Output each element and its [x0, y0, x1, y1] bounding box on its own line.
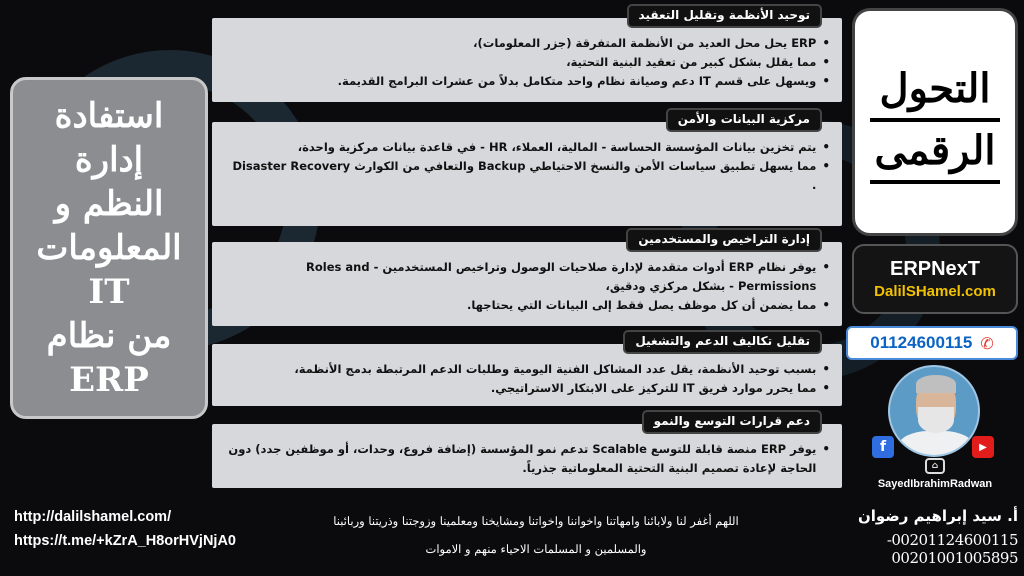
bullet-text: ويسهل على قسم IT دعم وصيانة نظام واحد متكامل بدلاً من عشرات البرامج القديمة. — [337, 74, 817, 88]
title-line: الرقمى — [874, 127, 996, 174]
bullet-text: يوفر نظام ERP أدوات متقدمة لإدارة صلاحيات الوصول وتراخيص المستخدمين - Roles and Permissions - بشكل مركزي ودقيق، — [306, 260, 817, 293]
section-body — [212, 344, 842, 406]
prayer-text — [318, 507, 754, 563]
section-body — [212, 424, 842, 488]
footer-links — [14, 505, 236, 553]
section-unify-systems — [212, 6, 842, 102]
section-header: تقليل تكاليف الدعم والتشغيل — [625, 332, 820, 352]
phone-box[interactable] — [846, 326, 1018, 360]
bullet-text: يتم تخزين بيانات المؤسسة الحساسة - المالية، العملاء، HR - في قاعدة بيانات مركزية واحدة، — [297, 140, 817, 154]
author-phones: 00201124600115- 00201001005895 — [886, 531, 1018, 567]
section-body — [212, 122, 842, 226]
left-title-panel — [10, 77, 208, 419]
bullet-item: • بسبب توحيد الأنظمة، يقل عدد المشاكل الفنية اليومية وطلبات الدعم المرتبطة بدمج الأنظمة، — [228, 360, 830, 379]
prayer-line: والمسلمين و المسلمات الاحياء منهم و الاموات — [425, 542, 647, 556]
bullet-item: • يتم تخزين بيانات المؤسسة الحساسة - المالية، العملاء، HR - في قاعدة بيانات مركزية واحدة، — [228, 138, 830, 157]
bullet-text: يوفر ERP منصة قابلة للتوسع Scalable تدعم نمو المؤسسة (إضافة فروع، وحدات، أو موظفين جدد) دون الحاجة لإعادة تصميم البنية التحتية المعلوماتية جذرياً. — [228, 442, 817, 475]
bullet-item: • مما يحرر موارد فريق IT للتركيز على الابتكار الاستراتيجي. — [228, 379, 830, 398]
title-divider — [870, 180, 1000, 184]
brand-url[interactable]: DalilSHamel.com — [874, 283, 996, 300]
left-title-line: إدارة — [74, 140, 144, 180]
bullet-item: • يوفر ERP منصة قابلة للتوسع Scalable تدعم نمو المؤسسة (إضافة فروع، وحدات، أو موظفين جدد) دون الحاجة لإعادة تصميم البنية التحتية المعلوماتية جذرياً. — [228, 440, 830, 478]
facebook-icon[interactable]: f — [872, 436, 894, 458]
author-block — [788, 507, 1018, 567]
section-header: توحيد الأنظمة وتقليل التعقيد — [629, 6, 820, 26]
section-header: دعم قرارات التوسع والنمو — [644, 412, 820, 432]
bullet-text: بسبب توحيد الأنظمة، يقل عدد المشاكل الفنية اليومية وطلبات الدعم المرتبطة بدمج الأنظمة، — [294, 362, 817, 376]
left-title-line: IT — [88, 272, 130, 312]
section-data-security — [212, 110, 842, 226]
section-body — [212, 18, 842, 102]
digital-transformation-title — [852, 8, 1018, 236]
section-support-costs — [212, 332, 842, 406]
bullet-text: مما يضمن أن كل موظف يصل فقط إلى البيانات التي يحتاجها. — [467, 298, 817, 312]
left-title-line: ERP — [69, 360, 149, 400]
telegram-link[interactable]: https://t.me/+kZrA_H8orHVjNjA0 — [14, 533, 236, 549]
brand-name: ERPNexT — [889, 258, 981, 280]
youtube-icon[interactable]: ▶ — [972, 436, 994, 458]
title-line: التحول — [879, 65, 991, 112]
section-body — [212, 242, 842, 326]
bullet-text: مما يسهل تطبيق سياسات الأمن والنسخ الاحتياطي Backup والتعافي من الكوارث Disaster Recovery . — [232, 159, 817, 192]
bullet-item: • ويسهل على قسم IT دعم وصيانة نظام واحد متكامل بدلاً من عشرات البرامج القديمة. — [228, 72, 830, 91]
section-growth — [212, 412, 842, 488]
section-header: إدارة التراخيص والمستخدمين — [628, 230, 820, 250]
phone-icon: ✆ — [980, 333, 994, 353]
bullet-item: • مما يقلل بشكل كبير من تعقيد البنية التحتية، — [228, 53, 830, 72]
phone-number[interactable]: 01124600115 — [870, 333, 973, 352]
brand-box — [852, 244, 1018, 314]
profile-handle: SayedIbrahimRadwan — [877, 478, 993, 490]
bullet-item: • ERP يحل محل العديد من الأنظمة المتفرقة (جزر المعلومات)، — [228, 34, 830, 53]
bullet-item: • مما يضمن أن كل موظف يصل فقط إلى البيانات التي يحتاجها. — [228, 296, 830, 315]
bullet-item: • يوفر نظام ERP أدوات متقدمة لإدارة صلاحيات الوصول وتراخيص المستخدمين - Roles and Permissions - بشكل مركزي ودقيق، — [228, 258, 830, 296]
bullet-text: مما يقلل بشكل كبير من تعقيد البنية التحتية، — [566, 55, 817, 69]
left-title-line: النظم و — [54, 184, 164, 224]
left-title-line: استفادة — [54, 96, 164, 136]
section-header: مركزية البيانات والأمن — [668, 110, 820, 130]
bullet-text: ERP يحل محل العديد من الأنظمة المتفرقة (جزر المعلومات)، — [473, 36, 817, 50]
prayer-line: اللهم أغفر لنا ولابائنا وامهاتنا واخواننا واخواتنا ومشايخنا ومعلمينا وزوجتنا وذريتنا وربائبنا — [333, 514, 739, 528]
bullet-text: مما يحرر موارد فريق IT للتركيز على الابتكار الاستراتيجي. — [490, 381, 817, 395]
left-title-line: المعلومات — [36, 228, 182, 268]
mosque-icon: ⌂ — [925, 458, 945, 474]
bullet-item: • مما يسهل تطبيق سياسات الأمن والنسخ الاحتياطي Backup والتعافي من الكوارث Disaster Recovery . — [228, 157, 830, 195]
left-title-line: من نظام — [46, 316, 172, 356]
author-name: أ. سيد إبراهيم رضوان — [857, 507, 1018, 525]
avatar — [888, 365, 980, 457]
website-link[interactable]: http://dalilshamel.com/ — [14, 509, 172, 525]
section-licenses-users — [212, 230, 842, 326]
